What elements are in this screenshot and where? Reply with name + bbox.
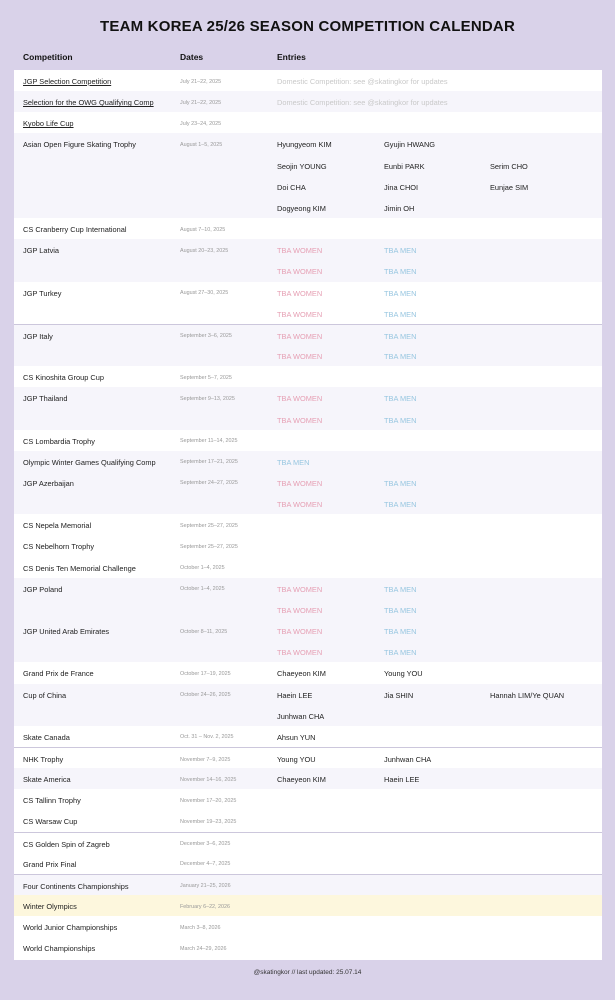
- table-row: [14, 535, 602, 556]
- competition-name: CS Kinoshita Group Cup: [23, 373, 104, 383]
- entry-2: TBA MEN: [384, 627, 417, 637]
- table-row: [14, 726, 602, 747]
- entry-1: Chaeyeon KIM: [277, 775, 326, 785]
- table-row: [14, 91, 602, 112]
- entry-1: TBA WOMEN: [277, 605, 323, 615]
- entry-1: TBA WOMEN: [277, 309, 323, 319]
- table-row: [14, 514, 602, 535]
- entry-2: Jia SHIN: [384, 690, 414, 700]
- table-row: [14, 70, 602, 91]
- table-row: [14, 768, 602, 789]
- entry-2: Haein LEE: [384, 775, 420, 785]
- competition-date: December 4–7, 2025: [180, 861, 231, 868]
- table-row: [14, 324, 602, 345]
- entry-2: TBA MEN: [384, 394, 417, 404]
- competition-date: September 3–6, 2025: [180, 333, 232, 340]
- competition-date: September 25–27, 2025: [180, 522, 238, 529]
- entry-1: TBA WOMEN: [277, 352, 323, 362]
- entry-2: Junhwan CHA: [384, 755, 432, 764]
- table-row: [14, 557, 602, 578]
- entry-1: Hyungyeom KIM: [277, 140, 332, 150]
- competition-date: October 8–11, 2025: [180, 628, 228, 635]
- competition-date: August 7–10, 2025: [180, 226, 226, 233]
- entry-1: Junhwan CHA: [277, 711, 325, 721]
- competition-date: August 27–30, 2025: [180, 290, 229, 297]
- competition-link[interactable]: Kyobo Life Cup: [23, 119, 74, 129]
- entry-2: Gyujin HWANG: [384, 140, 436, 150]
- table-row: [14, 112, 602, 133]
- competition-date: July 23–24, 2025: [180, 120, 222, 127]
- competition-name: JGP Azerbaijan: [23, 478, 74, 488]
- table-row: [14, 747, 602, 768]
- competition-name: CS Nepela Memorial: [23, 521, 92, 531]
- competition-name: Asian Open Figure Skating Trophy: [23, 140, 136, 150]
- table-row: [14, 239, 602, 260]
- entry-1: Ahsun YUN: [277, 732, 316, 742]
- entry-2: Eunbi PARK: [384, 161, 425, 171]
- competition-name: JGP United Arab Emirates: [23, 627, 110, 637]
- table-row: [14, 641, 602, 662]
- table-row: [14, 789, 602, 810]
- table-header: [23, 52, 603, 66]
- competition-name: NHK Trophy: [23, 755, 64, 764]
- calendar-table: [14, 70, 602, 960]
- table-row: [14, 430, 602, 451]
- competition-date: December 3–6, 2025: [180, 841, 231, 848]
- table-row: [14, 620, 602, 641]
- header-entries: Entries: [277, 52, 306, 62]
- table-row: [14, 832, 602, 853]
- competition-name: CS Golden Spin of Zagreb: [23, 839, 110, 849]
- entry-2: TBA MEN: [384, 605, 417, 615]
- entry-1: TBA WOMEN: [277, 394, 323, 404]
- competition-date: September 5–7, 2025: [180, 374, 232, 381]
- footer-credit: @skatingkor // last updated: 25.07.14: [253, 969, 362, 976]
- table-row: [14, 387, 602, 408]
- entry-2: TBA MEN: [384, 267, 417, 277]
- entry-1: TBA WOMEN: [277, 415, 323, 425]
- table-row: [14, 282, 602, 303]
- competition-name: World Championships: [23, 944, 96, 954]
- competition-date: October 1–4, 2025: [180, 586, 225, 593]
- entry-1: Young YOU: [277, 755, 316, 764]
- competition-date: July 21–22, 2025: [180, 99, 222, 106]
- competition-date: September 25–27, 2025: [180, 543, 238, 550]
- competition-name: Grand Prix de France: [23, 669, 94, 679]
- competition-name: CS Lombardia Trophy: [23, 436, 95, 446]
- table-row: [14, 916, 602, 937]
- competition-date: July 21–22, 2025: [180, 78, 222, 85]
- table-row: [14, 684, 602, 705]
- entry-1: Chaeyeon KIM: [277, 669, 326, 679]
- header-dates: Dates: [180, 52, 204, 62]
- entry-1: TBA WOMEN: [277, 267, 323, 277]
- entry-1: TBA MEN: [277, 457, 310, 467]
- entry-1: Domestic Competition: see @skatingkor for updates: [277, 98, 448, 108]
- table-row: [14, 472, 602, 493]
- competition-link[interactable]: JGP Selection Competition: [23, 77, 112, 86]
- entry-2: TBA MEN: [384, 500, 417, 510]
- competition-date: March 24–29, 2026: [180, 945, 227, 952]
- competition-name: Skate Canada: [23, 732, 70, 742]
- competition-name: CS Nebelhorn Trophy: [23, 542, 95, 552]
- table-row: [14, 451, 602, 472]
- competition-name: Grand Prix Final: [23, 859, 77, 869]
- table-row: [14, 705, 602, 726]
- competition-name: Olympic Winter Games Qualifying Comp: [23, 457, 156, 467]
- competition-date: September 17–21, 2025: [180, 459, 238, 466]
- entry-3: Hannah LIM/Ye QUAN: [490, 690, 565, 700]
- competition-date: September 24–27, 2025: [180, 480, 238, 487]
- entry-2: TBA MEN: [384, 246, 417, 256]
- competition-date: November 17–20, 2025: [180, 797, 237, 804]
- competition-date: Oct. 31 – Nov. 2, 2025: [180, 734, 234, 741]
- competition-date: November 19–23, 2025: [180, 818, 237, 825]
- table-row: [14, 874, 602, 895]
- entry-2: TBA MEN: [384, 352, 417, 362]
- table-row: [14, 133, 602, 154]
- entry-1: Domestic Competition: see @skatingkor for updates: [277, 77, 448, 86]
- entry-2: TBA MEN: [384, 288, 417, 298]
- header-competition: Competition: [23, 52, 73, 62]
- table-row: [14, 176, 602, 197]
- entry-1: Haein LEE: [277, 690, 313, 700]
- competition-name: JGP Latvia: [23, 246, 60, 256]
- entry-2: TBA MEN: [384, 415, 417, 425]
- table-row: [14, 895, 602, 916]
- entry-1: TBA WOMEN: [277, 648, 323, 658]
- table-row: [14, 810, 602, 831]
- entry-2: TBA MEN: [384, 584, 417, 594]
- competition-date: September 11–14, 2025: [180, 438, 238, 445]
- competition-date: March 3–8, 2026: [180, 924, 221, 931]
- entry-1: TBA WOMEN: [277, 288, 323, 298]
- entry-2: Young YOU: [384, 669, 423, 679]
- table-row: [14, 345, 602, 366]
- table-row: [14, 937, 602, 958]
- entry-2: TBA MEN: [384, 648, 417, 658]
- competition-name: Winter Olympics: [23, 902, 77, 912]
- entry-2: TBA MEN: [384, 309, 417, 319]
- entry-1: TBA WOMEN: [277, 478, 323, 488]
- competition-name: JGP Poland: [23, 584, 63, 594]
- competition-name: Four Continents Championships: [23, 881, 129, 891]
- table-row: [14, 366, 602, 387]
- competition-date: January 21–25, 2026: [180, 883, 231, 890]
- competition-link[interactable]: Selection for the OWG Qualifying Comp: [23, 98, 154, 108]
- competition-name: CS Denis Ten Memorial Challenge: [23, 563, 136, 573]
- page-title: TEAM KOREA 25/26 SEASON COMPETITION CALENDAR: [100, 18, 515, 35]
- entry-1: Doi CHA: [277, 182, 306, 192]
- competition-date: February 6–22, 2026: [180, 903, 231, 910]
- competition-date: November 7–9, 2025: [180, 756, 231, 763]
- competition-date: October 24–26, 2025: [180, 692, 231, 699]
- table-row: [14, 409, 602, 430]
- competition-date: October 17–19, 2025: [180, 670, 231, 677]
- entry-3: Eunjae SIM: [490, 182, 529, 192]
- table-row: [14, 155, 602, 176]
- table-row: [14, 578, 602, 599]
- competition-name: World Junior Championships: [23, 923, 118, 933]
- entry-1: TBA WOMEN: [277, 331, 323, 341]
- table-row: [14, 493, 602, 514]
- competition-name: JGP Turkey: [23, 288, 62, 298]
- competition-date: August 20–23, 2025: [180, 247, 229, 254]
- competition-date: September 9–13, 2025: [180, 395, 235, 402]
- table-row: [14, 853, 602, 874]
- competition-name: JGP Italy: [23, 331, 53, 341]
- competition-name: Skate America: [23, 775, 71, 785]
- entry-1: Seojin YOUNG: [277, 161, 327, 171]
- table-row: [14, 662, 602, 683]
- entry-3: Serim CHO: [490, 161, 528, 171]
- competition-date: November 14–16, 2025: [180, 776, 237, 783]
- table-row: [14, 218, 602, 239]
- entry-1: TBA WOMEN: [277, 584, 323, 594]
- entry-1: TBA WOMEN: [277, 500, 323, 510]
- entry-2: TBA MEN: [384, 478, 417, 488]
- entry-2: Jina CHOI: [384, 182, 419, 192]
- entry-1: TBA WOMEN: [277, 627, 323, 637]
- competition-name: CS Cranberry Cup International: [23, 225, 127, 235]
- entry-2: TBA MEN: [384, 331, 417, 341]
- table-row: [14, 197, 602, 218]
- competition-name: Cup of China: [23, 690, 67, 700]
- competition-name: JGP Thailand: [23, 394, 68, 404]
- table-row: [14, 599, 602, 620]
- competition-date: October 1–4, 2025: [180, 565, 225, 572]
- competition-name: CS Tallinn Trophy: [23, 796, 81, 806]
- competition-name: CS Warsaw Cup: [23, 817, 78, 827]
- competition-date: August 1–5, 2025: [180, 141, 223, 148]
- entry-2: Jimin OH: [384, 203, 415, 213]
- table-row: [14, 260, 602, 281]
- entry-1: TBA WOMEN: [277, 246, 323, 256]
- table-row: [14, 303, 602, 324]
- entry-1: Dogyeong KIM: [277, 203, 326, 213]
